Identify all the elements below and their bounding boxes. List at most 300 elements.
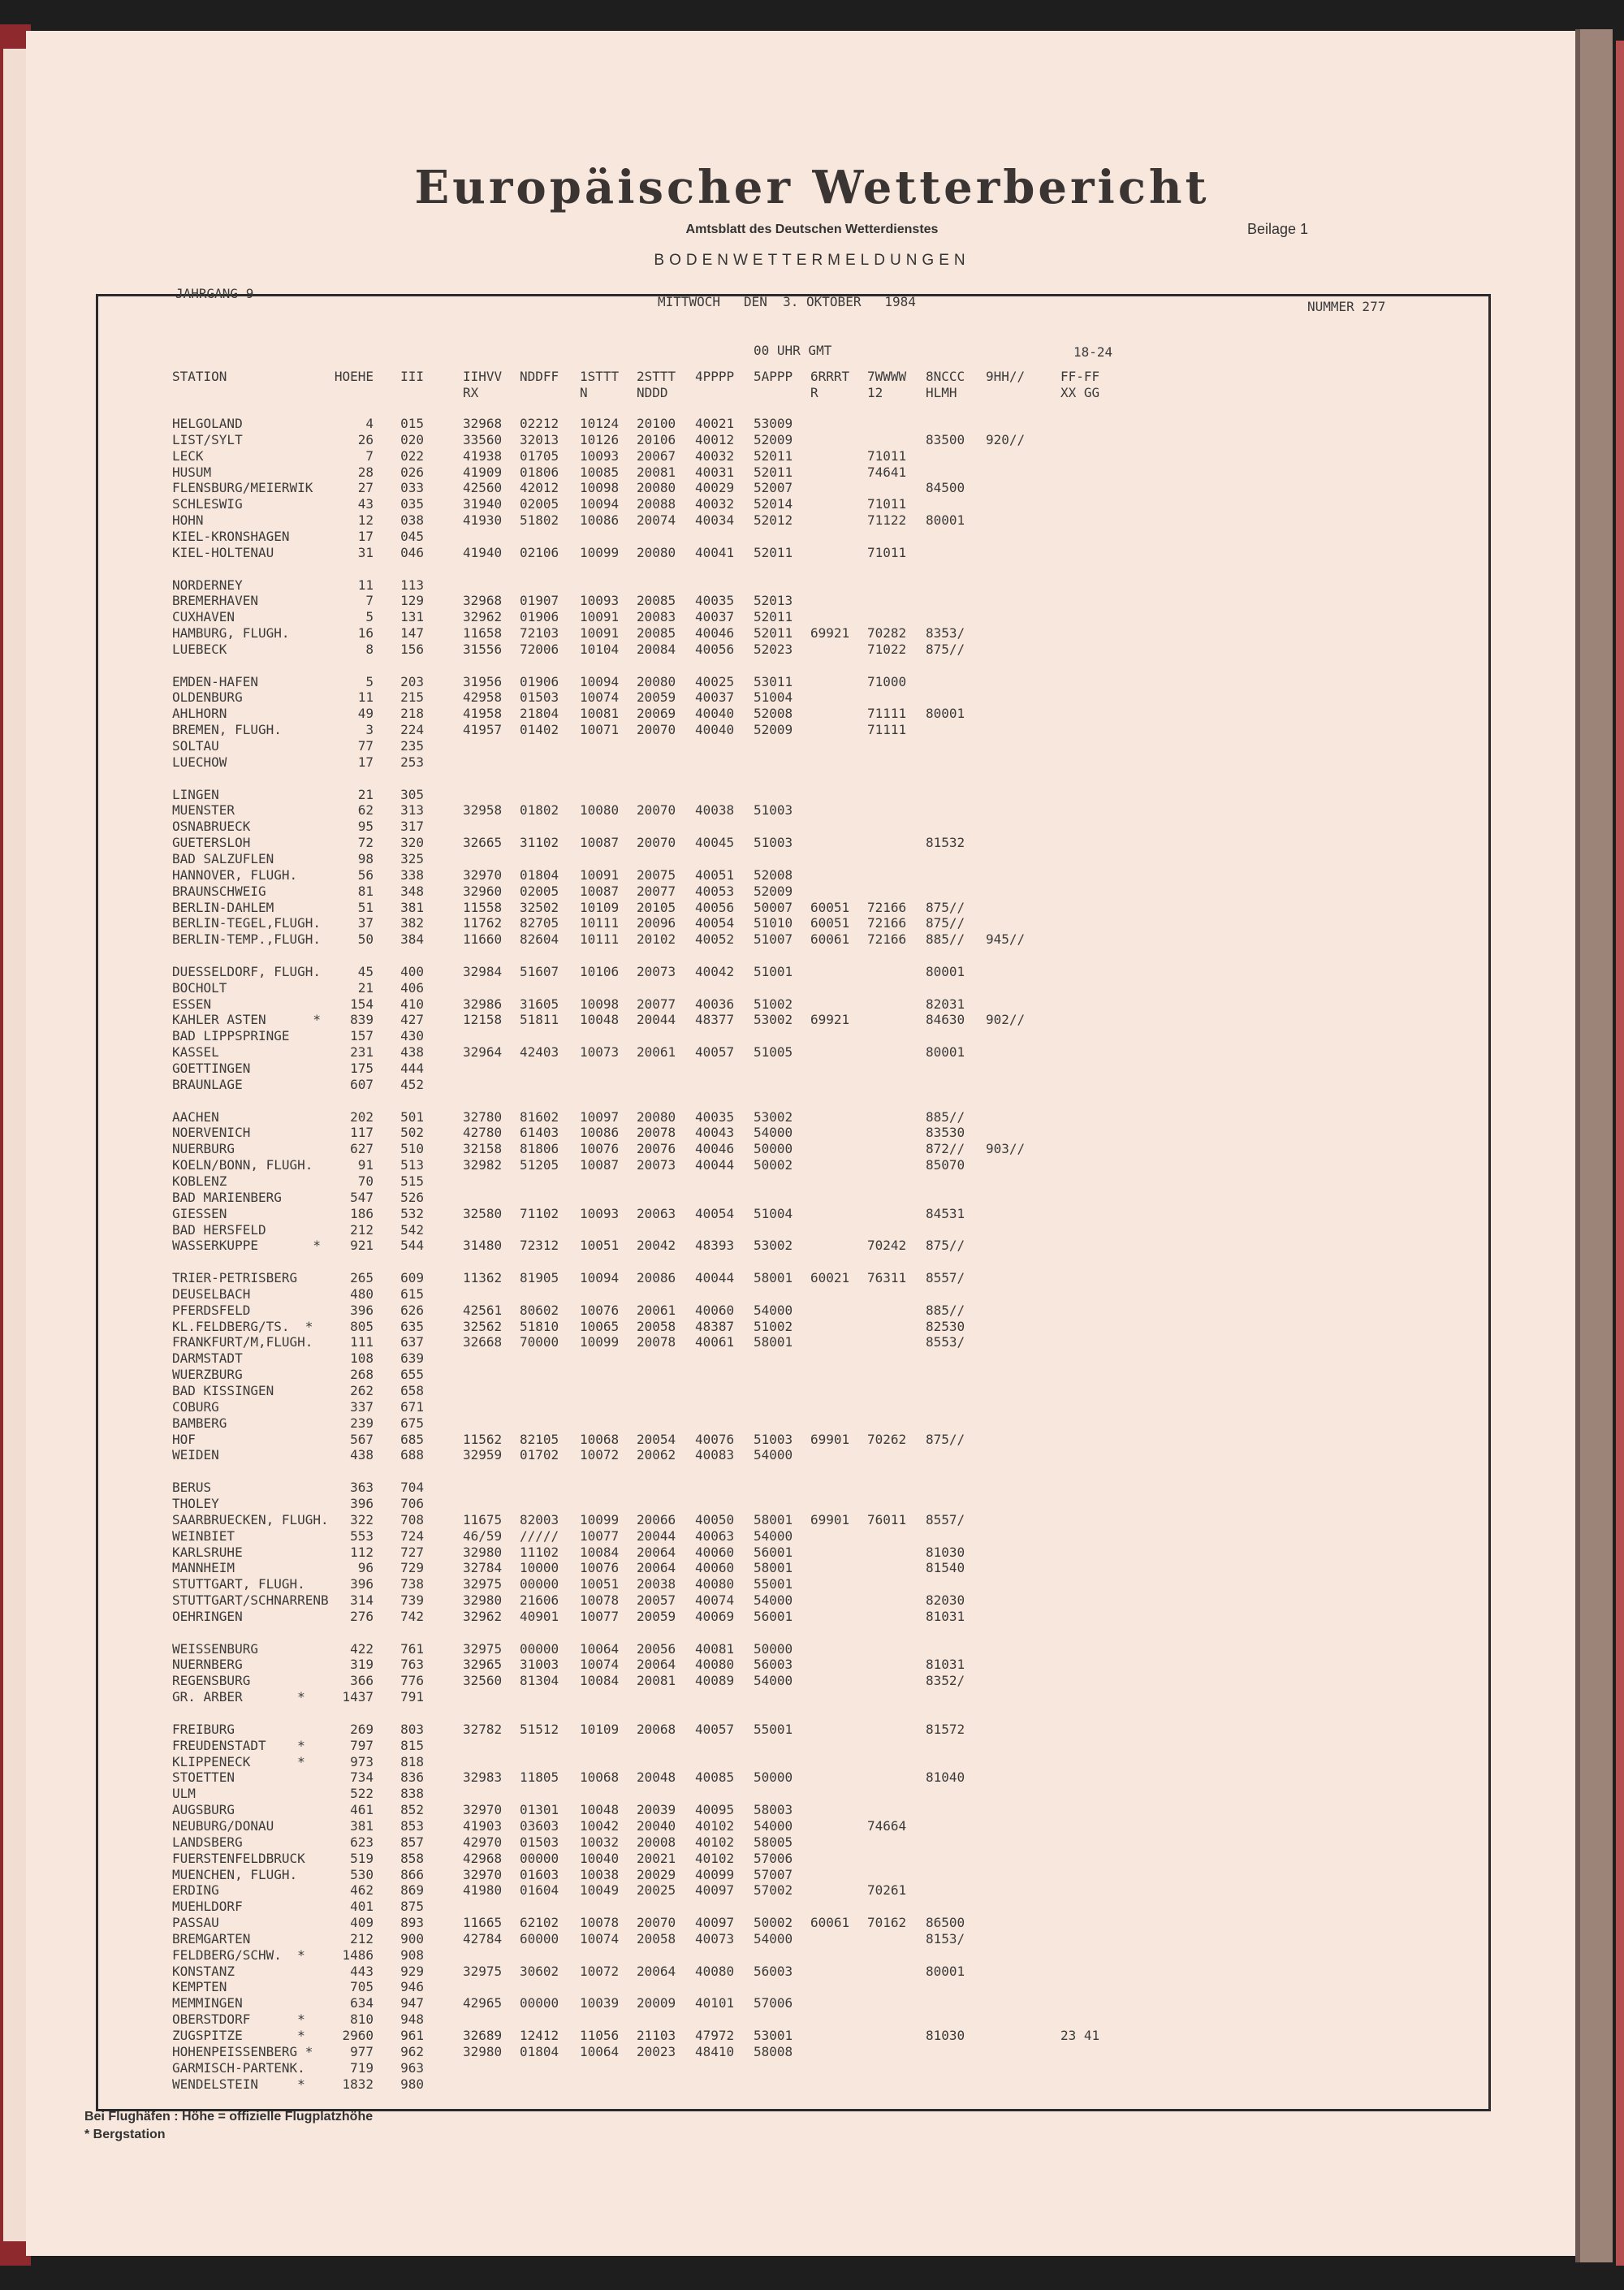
table-cell: 10042 (580, 1818, 620, 1834)
table-cell: 635 (400, 1319, 424, 1334)
table-cell: 530 (350, 1867, 374, 1882)
table-cell: 60000 (520, 1931, 559, 1946)
column-header: NDDFF (520, 369, 559, 384)
table-cell: 20080 (637, 545, 676, 560)
observation-time: 00 UHR GMT (754, 343, 832, 358)
table-cell: 31 (357, 545, 374, 560)
table-cell: 81040 (926, 1769, 965, 1785)
table-cell: 00000 (520, 1995, 559, 2011)
table-cell: 32560 (463, 1673, 503, 1688)
table-cell: 32959 (463, 1447, 503, 1463)
table-cell: 035 (400, 496, 424, 512)
column-header: III (400, 369, 424, 384)
table-cell: 02212 (520, 416, 559, 431)
table-cell: 40040 (695, 722, 735, 737)
table-cell: 706 (400, 1496, 424, 1511)
table-cell: 40012 (695, 432, 735, 447)
table-cell: 11658 (463, 625, 503, 641)
station-name: NORDERNEY (172, 577, 243, 593)
station-name: OLDENBURG (172, 689, 243, 705)
column-header: STATION (172, 369, 227, 384)
table-cell: 20048 (637, 1769, 676, 1785)
footnote-airports: Bei Flughäfen : Höhe = offizielle Flugplatzhöhe (84, 2110, 374, 2124)
table-cell: 607 (350, 1077, 374, 1092)
table-cell: 111 (350, 1334, 374, 1350)
table-cell: 52008 (754, 706, 793, 721)
table-cell: 10124 (580, 416, 620, 431)
table-cell: 54000 (754, 1931, 793, 1946)
table-cell: 866 (400, 1867, 424, 1882)
station-name: KAHLER ASTEN * (172, 1012, 322, 1027)
table-cell: 10098 (580, 480, 620, 495)
table-cell: 70 (357, 1173, 374, 1189)
table-cell: 20021 (637, 1851, 676, 1866)
table-cell: 675 (400, 1415, 424, 1431)
table-cell: 10048 (580, 1012, 620, 1027)
table-cell: 81030 (926, 2028, 965, 2043)
table-cell: 32782 (463, 1722, 503, 1737)
table-cell: 7 (365, 448, 374, 464)
column-header: FF-FF (1060, 369, 1100, 384)
table-cell: 71011 (867, 545, 907, 560)
table-cell: 82031 (926, 996, 965, 1012)
table-cell: 42958 (463, 689, 503, 705)
table-cell: 40060 (695, 1560, 735, 1575)
table-cell: 738 (400, 1576, 424, 1592)
table-cell: 72 (357, 835, 374, 850)
table-cell: 81031 (926, 1609, 965, 1624)
table-cell: 58001 (754, 1512, 793, 1527)
table-cell: 32964 (463, 1044, 503, 1060)
table-cell: 10091 (580, 867, 620, 883)
table-cell: 10126 (580, 432, 620, 447)
table-cell: 40081 (695, 1641, 735, 1657)
table-cell: 51003 (754, 802, 793, 818)
table-cell: 11805 (520, 1769, 559, 1785)
table-cell: 875// (926, 1432, 965, 1447)
station-name: BAD MARIENBERG (172, 1190, 282, 1205)
table-cell: 32982 (463, 1157, 503, 1173)
table-cell: 396 (350, 1576, 374, 1592)
table-cell: 81806 (520, 1141, 559, 1156)
station-name: FLENSBURG/MEIERWIK (172, 480, 313, 495)
table-cell: 313 (400, 802, 424, 818)
table-cell: 40063 (695, 1528, 735, 1544)
table-cell: 20056 (637, 1641, 676, 1657)
table-cell: 526 (400, 1190, 424, 1205)
table-cell: 84630 (926, 1012, 965, 1027)
table-cell: 40052 (695, 931, 735, 947)
table-cell: 438 (350, 1447, 374, 1463)
table-cell: 40054 (695, 1206, 735, 1221)
table-cell: 32980 (463, 1545, 503, 1560)
table-cell: 11558 (463, 900, 503, 915)
table-cell: 11362 (463, 1270, 503, 1285)
column-subheader: 12 (867, 385, 883, 400)
table-cell: 47972 (695, 2028, 735, 2043)
table-cell: 443 (350, 1964, 374, 1979)
table-cell: 322 (350, 1512, 374, 1527)
table-cell: 20066 (637, 1512, 676, 1527)
station-name: BRAUNLAGE (172, 1077, 243, 1092)
table-cell: 903// (986, 1141, 1026, 1156)
table-cell: 40057 (695, 1044, 735, 1060)
table-cell: 10076 (580, 1141, 620, 1156)
station-name: WUERZBURG (172, 1367, 243, 1382)
station-name: BAD SALZUFLEN (172, 851, 274, 866)
table-cell: 40076 (695, 1432, 735, 1447)
table-cell: 01503 (520, 689, 559, 705)
table-cell: 32665 (463, 835, 503, 850)
table-cell: 268 (350, 1367, 374, 1382)
table-cell: 10094 (580, 674, 620, 689)
table-cell: 51811 (520, 1012, 559, 1027)
table-cell: 20077 (637, 884, 676, 899)
table-cell: 40095 (695, 1802, 735, 1817)
table-cell: 40046 (695, 625, 735, 641)
station-name: STOETTEN (172, 1769, 235, 1785)
column-subheader: N (580, 385, 588, 400)
station-name: KLIPPENECK * (172, 1754, 305, 1769)
station-name: NOERVENICH (172, 1125, 251, 1140)
table-cell: 11 (357, 689, 374, 705)
table-cell: 50 (357, 931, 374, 947)
table-cell: 10091 (580, 625, 620, 641)
table-cell: 40025 (695, 674, 735, 689)
table-cell: 615 (400, 1286, 424, 1302)
section-title: BODENWETTERMELDUNGEN (654, 252, 970, 269)
table-cell: 40029 (695, 480, 735, 495)
table-cell: 10038 (580, 1867, 620, 1882)
table-cell: 20057 (637, 1592, 676, 1608)
table-cell: 10097 (580, 1109, 620, 1125)
table-cell: 48393 (695, 1238, 735, 1253)
table-cell: 32983 (463, 1769, 503, 1785)
table-cell: 20058 (637, 1319, 676, 1334)
table-cell: 32970 (463, 867, 503, 883)
table-cell: 23 41 (1060, 2028, 1100, 2043)
table-cell: 40035 (695, 593, 735, 608)
table-cell: 40021 (695, 416, 735, 431)
table-cell: 48387 (695, 1319, 735, 1334)
station-name: KIEL-HOLTENAU (172, 545, 274, 560)
table-cell: 21 (357, 980, 374, 996)
table-cell: 10074 (580, 1931, 620, 1946)
issue-number: NUMMER 277 (1307, 299, 1386, 314)
table-cell: 20064 (637, 1964, 676, 1979)
table-cell: 46/59 (463, 1528, 503, 1544)
table-cell: 52009 (754, 722, 793, 737)
table-cell: 81572 (926, 1722, 965, 1737)
table-cell: 32960 (463, 884, 503, 899)
table-cell: 62102 (520, 1915, 559, 1930)
table-cell: 203 (400, 674, 424, 689)
table-cell: 305 (400, 787, 424, 802)
table-cell: 01702 (520, 1447, 559, 1463)
table-cell: 01503 (520, 1834, 559, 1850)
table-cell: 48410 (695, 2044, 735, 2059)
station-name: OEHRINGEN (172, 1609, 243, 1624)
table-cell: 32975 (463, 1964, 503, 1979)
station-name: HELGOLAND (172, 416, 243, 431)
table-cell: 10039 (580, 1995, 620, 2011)
table-cell: 810 (350, 2011, 374, 2027)
station-name: HANNOVER, FLUGH. (172, 867, 298, 883)
table-cell: 32970 (463, 1802, 503, 1817)
column-header: IIHVV (463, 369, 503, 384)
station-name: BRAUNSCHWEIG (172, 884, 266, 899)
table-cell: 71022 (867, 642, 907, 657)
table-cell: 154 (350, 996, 374, 1012)
table-cell: 20023 (637, 2044, 676, 2059)
table-cell: 20102 (637, 931, 676, 947)
table-cell: 20084 (637, 642, 676, 657)
table-cell: 40085 (695, 1769, 735, 1785)
table-cell: 61403 (520, 1125, 559, 1140)
table-cell: 542 (400, 1222, 424, 1238)
table-cell: 40083 (695, 1447, 735, 1463)
table-cell: 40061 (695, 1334, 735, 1350)
station-name: HOF (172, 1432, 196, 1447)
table-cell: 11675 (463, 1512, 503, 1527)
table-cell: 020 (400, 432, 424, 447)
table-cell: 875// (926, 900, 965, 915)
table-cell: 60061 (810, 1915, 850, 1930)
table-cell: 10072 (580, 1447, 620, 1463)
table-cell: 12 (357, 512, 374, 528)
table-cell: 42970 (463, 1834, 503, 1850)
table-cell: 72166 (867, 900, 907, 915)
table-cell: 53002 (754, 1109, 793, 1125)
table-cell: 20081 (637, 1673, 676, 1688)
station-name: NUERBURG (172, 1141, 235, 1156)
table-cell: 20070 (637, 722, 676, 737)
table-cell: 02005 (520, 884, 559, 899)
table-cell: 01603 (520, 1867, 559, 1882)
table-cell: 875 (400, 1899, 424, 1914)
table-cell: 129 (400, 593, 424, 608)
station-name: STUTTGART/SCHNARRENB (172, 1592, 329, 1608)
table-cell: 51007 (754, 931, 793, 947)
table-cell: 40037 (695, 609, 735, 624)
table-cell: 56003 (754, 1964, 793, 1979)
table-cell: 480 (350, 1286, 374, 1302)
table-cell: 52009 (754, 432, 793, 447)
station-name: HUSUM (172, 464, 212, 480)
table-cell: 20075 (637, 867, 676, 883)
table-cell: 71111 (867, 722, 907, 737)
table-cell: 70000 (520, 1334, 559, 1350)
table-cell: 81905 (520, 1270, 559, 1285)
table-cell: 10104 (580, 642, 620, 657)
table-cell: 40044 (695, 1157, 735, 1173)
table-cell: 02005 (520, 496, 559, 512)
table-cell: 72166 (867, 931, 907, 947)
table-cell: 76311 (867, 1270, 907, 1285)
table-cell: 55001 (754, 1722, 793, 1737)
table-cell: 212 (350, 1222, 374, 1238)
table-cell: 320 (400, 835, 424, 850)
table-cell: 921 (350, 1238, 374, 1253)
table-cell: 544 (400, 1238, 424, 1253)
table-cell: 96 (357, 1560, 374, 1575)
hours-range: 18-24 (1073, 344, 1113, 360)
table-cell: 54000 (754, 1818, 793, 1834)
table-cell: 400 (400, 964, 424, 979)
table-cell: 74641 (867, 464, 907, 480)
column-header: 2STTT (637, 369, 676, 384)
table-cell: 01604 (520, 1882, 559, 1898)
table-cell: 1486 (342, 1947, 374, 1963)
table-cell: 53011 (754, 674, 793, 689)
table-cell: 72006 (520, 642, 559, 657)
table-cell: 71011 (867, 496, 907, 512)
table-cell: 20029 (637, 1867, 676, 1882)
table-cell: 72166 (867, 915, 907, 931)
table-cell: 10065 (580, 1319, 620, 1334)
table-cell: 202 (350, 1109, 374, 1125)
table-cell: 40069 (695, 1609, 735, 1624)
table-cell: 45 (357, 964, 374, 979)
table-cell: 10084 (580, 1545, 620, 1560)
table-cell: 157 (350, 1028, 374, 1043)
table-cell: 51004 (754, 689, 793, 705)
table-cell: 522 (350, 1786, 374, 1801)
station-name: SAARBRUECKEN, FLUGH. (172, 1512, 329, 1527)
table-cell: 40051 (695, 867, 735, 883)
station-name: AACHEN (172, 1109, 219, 1125)
table-cell: 20009 (637, 1995, 676, 2011)
table-cell: 325 (400, 851, 424, 866)
table-cell: 215 (400, 689, 424, 705)
table-cell: 10109 (580, 900, 620, 915)
table-cell: 01906 (520, 609, 559, 624)
table-cell: 51607 (520, 964, 559, 979)
table-cell: 945// (986, 931, 1026, 947)
table-cell: 40050 (695, 1512, 735, 1527)
table-cell: 52011 (754, 545, 793, 560)
table-cell: 52011 (754, 448, 793, 464)
table-cell: 11102 (520, 1545, 559, 1560)
table-cell: 869 (400, 1882, 424, 1898)
table-cell: 10048 (580, 1802, 620, 1817)
table-cell: 54000 (754, 1125, 793, 1140)
table-cell: 82030 (926, 1592, 965, 1608)
table-cell: 40056 (695, 642, 735, 657)
table-cell: 10051 (580, 1238, 620, 1253)
table-cell: 438 (400, 1044, 424, 1060)
table-cell: 56001 (754, 1609, 793, 1624)
table-cell: 875// (926, 642, 965, 657)
station-name: OBERSTDORF * (172, 2011, 305, 2027)
station-name: LUECHOW (172, 754, 227, 770)
table-cell: 20070 (637, 1915, 676, 1930)
table-cell: 83530 (926, 1125, 965, 1140)
table-cell: 634 (350, 1995, 374, 2011)
table-cell: 69921 (810, 1012, 850, 1027)
station-name: ESSEN (172, 996, 212, 1012)
table-cell: 51 (357, 900, 374, 915)
table-cell: 20069 (637, 706, 676, 721)
column-header: 7WWWW (867, 369, 907, 384)
table-cell: 40046 (695, 1141, 735, 1156)
table-cell: 033 (400, 480, 424, 495)
table-cell: 117 (350, 1125, 374, 1140)
table-cell: 71000 (867, 674, 907, 689)
table-cell: 10086 (580, 512, 620, 528)
table-cell: 639 (400, 1350, 424, 1366)
table-cell: 20077 (637, 996, 676, 1012)
table-cell: 32013 (520, 432, 559, 447)
table-cell: 108 (350, 1350, 374, 1366)
table-cell: 56003 (754, 1657, 793, 1672)
table-cell: 32968 (463, 416, 503, 431)
table-cell: 32962 (463, 1609, 503, 1624)
station-name: AUGSBURG (172, 1802, 235, 1817)
table-cell: 022 (400, 448, 424, 464)
table-cell: 929 (400, 1964, 424, 1979)
station-name: KONSTANZ (172, 1964, 235, 1979)
station-name: PASSAU (172, 1915, 219, 1930)
table-cell: 20044 (637, 1528, 676, 1544)
station-name: STUTTGART, FLUGH. (172, 1576, 305, 1592)
table-cell: 276 (350, 1609, 374, 1624)
table-cell: 20063 (637, 1206, 676, 1221)
table-cell: 72103 (520, 625, 559, 641)
table-cell: 839 (350, 1012, 374, 1027)
table-cell: 71122 (867, 512, 907, 528)
table-cell: 218 (400, 706, 424, 721)
table-cell: 156 (400, 642, 424, 657)
table-cell: 685 (400, 1432, 424, 1447)
table-cell: 32980 (463, 2044, 503, 2059)
table-cell: 40097 (695, 1882, 735, 1898)
table-cell: 41957 (463, 722, 503, 737)
table-cell: 10000 (520, 1560, 559, 1575)
cover-edge (1616, 41, 1624, 2266)
table-cell: 91 (357, 1157, 374, 1173)
table-cell: 52008 (754, 867, 793, 883)
table-cell: 836 (400, 1769, 424, 1785)
table-cell: 857 (400, 1834, 424, 1850)
table-cell: 42012 (520, 480, 559, 495)
table-cell: 01802 (520, 802, 559, 818)
page-subtitle: Amtsblatt des Deutschen Wetterdienstes (685, 223, 939, 236)
table-cell: 42784 (463, 1931, 503, 1946)
table-cell: 501 (400, 1109, 424, 1125)
table-cell: 627 (350, 1141, 374, 1156)
station-name: GIESSEN (172, 1206, 227, 1221)
table-cell: 609 (400, 1270, 424, 1285)
table-cell: 40031 (695, 464, 735, 480)
table-cell: 10073 (580, 1044, 620, 1060)
table-cell: 52014 (754, 496, 793, 512)
table-cell: 20059 (637, 1609, 676, 1624)
table-cell: 53002 (754, 1012, 793, 1027)
station-name: KARLSRUHE (172, 1545, 243, 1560)
table-cell: 51810 (520, 1319, 559, 1334)
table-cell: 875// (926, 915, 965, 931)
table-cell: 32965 (463, 1657, 503, 1672)
table-cell: 80001 (926, 706, 965, 721)
table-cell: 31605 (520, 996, 559, 1012)
page-stack-edge (1575, 29, 1613, 2262)
table-cell: 885// (926, 1303, 965, 1318)
table-cell: 10049 (580, 1882, 620, 1898)
table-cell: 40102 (695, 1818, 735, 1834)
table-cell: 10040 (580, 1851, 620, 1866)
table-cell: 31940 (463, 496, 503, 512)
